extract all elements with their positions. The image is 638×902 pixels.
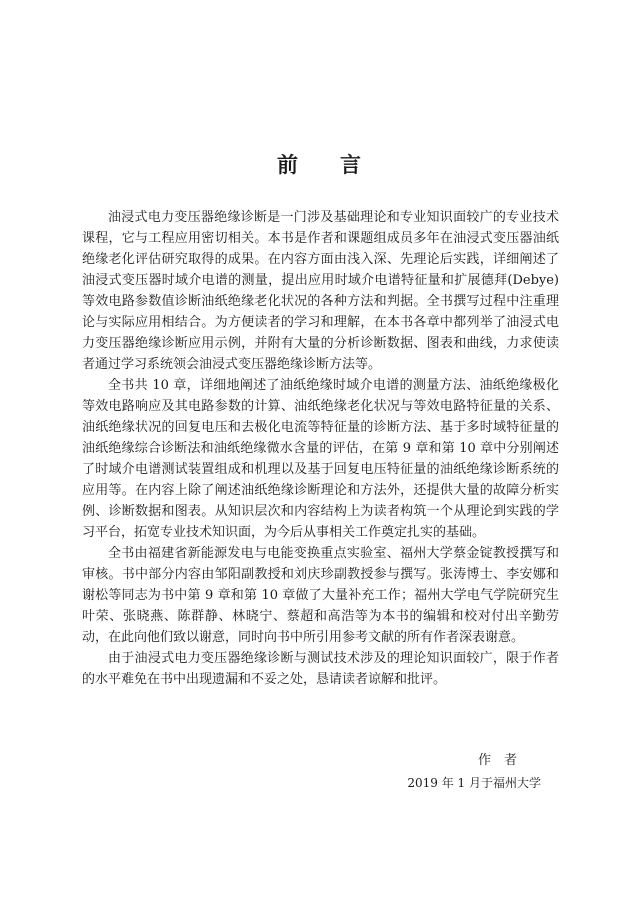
paragraph-2: 全书共 10 章，详细地阐述了油纸绝缘时域介电谱的测量方法、油纸绝缘极化等效电路响应及其电路参数的计算、油纸绝缘老化状况与等效电路特征量的关系、油纸绝缘状况的回复电压和去极化电流等特征量的诊断方法、基于多时域特征量的油纸绝缘综合诊断法和油纸绝缘微水含量的评估，在第 9 章和第 10 章中分别阐述了时域介电谱测试装置组成和机理以及基于回复电压特征量的油纸绝缘诊断系统的应用等。在内容上除了阐述油纸绝缘诊断理论和方法外，还提供大量的故障分析实例、诊断数据和图表。从知识层次和内容结构上为读者构筑一个从理论到实践的学习平台，拓宽专业技术知识面，为今后从事相关工作奠定扎实的基础。: [82, 378, 559, 540]
body-text: [82, 207, 559, 690]
page-title: 前 言: [277, 152, 361, 177]
author-signature: 作 者: [477, 753, 517, 768]
paragraph-1: 油浸式电力变压器绝缘诊断是一门涉及基础理论和专业知识面较广的专业技术课程，它与工程应用密切相关。本书是作者和课题组成员多年在油浸式变压器油纸绝缘老化评估研究取得的成果。在内容方面由浅入深、先理论后实践，详细阐述了油浸式变压器时域介电谱的测量，提出应用时域介电谱特征量和扩展德拜(Debye)等效电路参数值诊断油纸绝缘老化状况的各种方法和判据。全书撰写过程中注重理论与实际应用相结合。为方便读者的学习和理解，在本书各章中都列举了油浸式电力变压器绝缘诊断应用示例，并附有大量的分析诊断数据、图表和曲线，力求使读者通过学习系统领会油浸式变压器绝缘诊断方法等。: [82, 210, 559, 372]
date-place: 2019 年 1 月于福州大学: [407, 776, 541, 790]
paragraph-3: 全书由福建省新能源发电与电能变换重点实验室、福州大学蔡金锭教授撰写和审核。书中部分内容由邹阳副教授和刘庆珍副教授参与撰写。张涛博士、李安娜和谢松等同志为书中第 9 章和第 10 章做了大量补充工作；福州大学电气学院研究生叶荣、张晓燕、陈群静、林晓宁、蔡超和高浩等为本书的编辑和校对付出辛勤劳动，在此向他们致以谢意，同时向书中所引用参考文献的所有作者深表谢意。: [82, 546, 559, 645]
paragraph-4: 由于油浸式电力变压器绝缘诊断与测试技术涉及的理论知识面较广，限于作者的水平难免在书中出现遗漏和不妥之处，恳请读者谅解和批评。: [82, 651, 559, 687]
